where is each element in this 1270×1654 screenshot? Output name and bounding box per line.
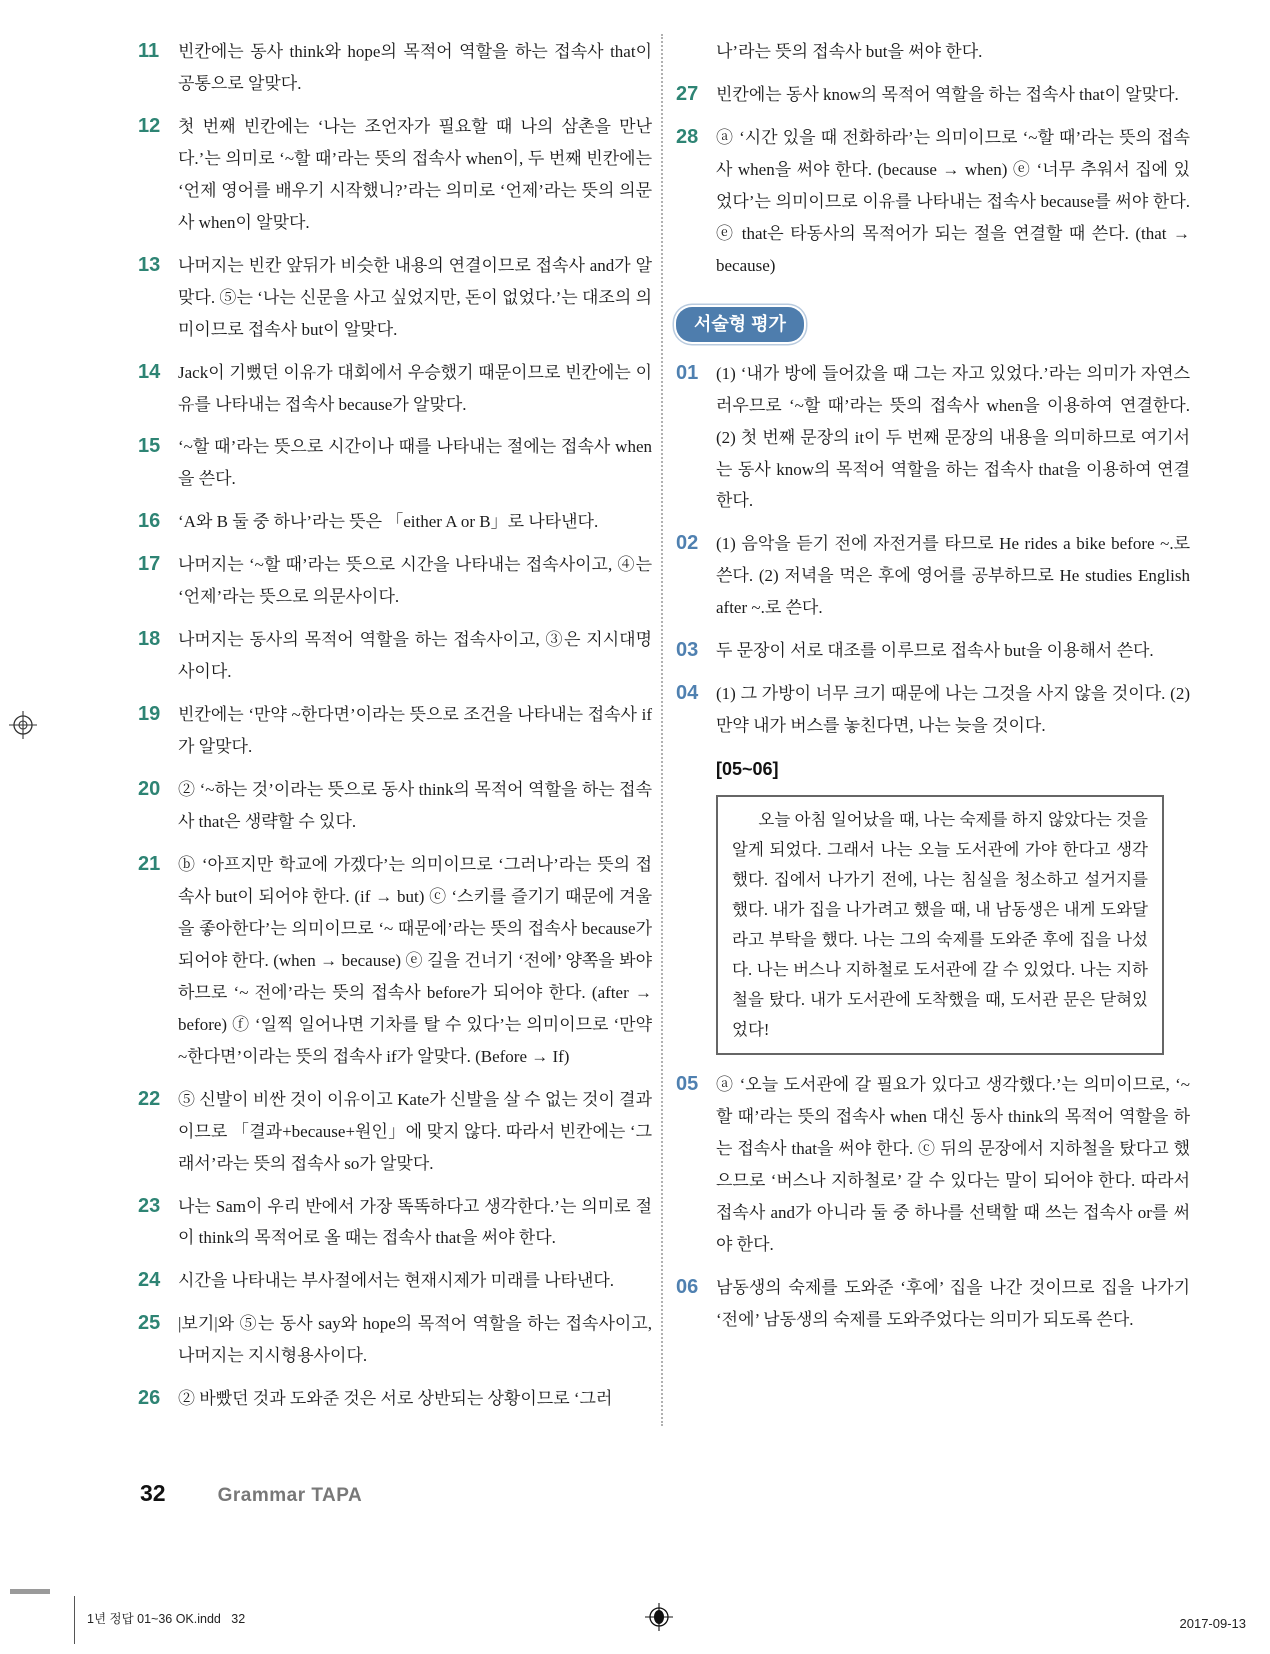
- answer-text: 빈칸에는 동사 think와 hope의 목적어 역할을 하는 접속사 that이 공통으로 알맞다.: [178, 42, 652, 93]
- answer-text: 나는 Sam이 우리 반에서 가장 똑똑하다고 생각한다.’는 의미로 절이 think의 목적어로 올 때는 접속사 that을 써야 한다.: [178, 1196, 652, 1248]
- answer-number: 15: [138, 435, 161, 458]
- answer-number: 20: [138, 778, 161, 801]
- registration-mark-icon: [8, 710, 38, 751]
- essay-answer-list-top: [676, 358, 1190, 742]
- essay-answer-number: 03: [676, 639, 699, 662]
- essay-answer-item: [676, 1272, 1190, 1336]
- answer-text: |보기|와 ⑤는 동사 say와 hope의 목적어 역할을 하는 접속사이고, 나머지는 지시형용사이다.: [178, 1314, 652, 1366]
- answer-number: 17: [138, 553, 161, 576]
- book-title: Grammar TAPA: [217, 1485, 363, 1506]
- essay-answer-text: 두 문장이 서로 대조를 이루므로 접속사 but을 이용해서 쓴다.: [716, 641, 1154, 661]
- answer-text: ‘A와 B 둘 중 하나’라는 뜻은 「either A or B」로 나타낸다.: [178, 512, 599, 532]
- answer-text: 나머지는 빈칸 앞뒤가 비슷한 내용의 연결이므로 접속사 and가 알맞다. ⑤는 ‘나는 신문을 사고 싶었지만, 돈이 없었다.’는 대조의 의미이므로 접속사 but이 알맞다.: [178, 255, 652, 339]
- essay-section-badge: 서술형 평가: [676, 307, 804, 342]
- answer-number: 25: [138, 1312, 161, 1335]
- answer-text: ⓐ ‘시간 있을 때 전화하라’는 의미이므로 ‘~할 때’라는 뜻의 접속사 when을 써야 한다. (because → when) ⓔ ‘너무 추워서 집에 있었다’는 의미이므로 이유를 나타내는 접속사 because를 써야 한다. ⓔ that은 타동사의 목적어가 되는 절을 연결할 때 쓴다. (that → because): [716, 127, 1190, 275]
- answer-number: 14: [138, 360, 161, 383]
- answer-text: 첫 번째 빈칸에는 ‘나는 조언자가 필요할 때 나의 삼촌을 만난다.’는 의미로 ‘~할 때’라는 뜻의 접속사 when이, 두 번째 빈칸에는 ‘언제 영어를 배우기 시작했니?’라는 의미로 ‘언제’라는 뜻의 의문사 when이 알맞다.: [178, 116, 652, 232]
- essay-answer-list-bottom: [676, 1069, 1190, 1336]
- answer-text: 나머지는 ‘~할 때’라는 뜻으로 시간을 나타내는 접속사이고, ④는 ‘언제’라는 뜻으로 의문사이다.: [178, 555, 652, 607]
- answer-item: [138, 699, 652, 763]
- answer-item: [138, 357, 652, 421]
- answer-number: 11: [138, 40, 160, 62]
- answer-text: ② 바빴던 것과 도와준 것은 서로 상반되는 상황이므로 ‘그러: [178, 1389, 613, 1409]
- essay-answer-text: (1) ‘내가 방에 들어갔을 때 그는 자고 있었다.’라는 의미가 자연스러우므로 ‘~할 때’라는 뜻의 접속사 when을 이용하여 연결한다. (2) 첫 번째 문장의 it이 두 번째 문장의 내용을 의미하므로 여기서는 동사 know의 목적어 역할을 하는 접속사 that을 이용하여 연결한다.: [716, 363, 1190, 511]
- answer-item: [676, 79, 1190, 111]
- answer-text: ‘~할 때’라는 뜻으로 시간이나 때를 나타내는 절에는 접속사 when을 쓴다.: [178, 437, 652, 489]
- answer-number: 13: [138, 253, 161, 276]
- answer-text: 빈칸에는 동사 know의 목적어 역할을 하는 접속사 that이 알맞다.: [716, 84, 1179, 104]
- left-column: [138, 36, 652, 1426]
- answer-item: [138, 250, 652, 346]
- essay-answer-item: [676, 528, 1190, 624]
- essay-answer-number: 01: [676, 361, 699, 384]
- answer-number: 23: [138, 1194, 161, 1217]
- essay-answer-text: ⓐ ‘오늘 도서관에 갈 필요가 있다고 생각했다.’는 의미이므로, ‘~할 때’라는 뜻의 접속사 when 대신 동사 think의 목적어 역할을 하는 접속사 that을 써야 한다. ⓒ 뒤의 문장에서 지하철을 탔다고 했으므로 ‘버스나 지하철로’ 갈 수 있다는 말이 되어야 한다. 따라서 접속사 and가 아니라 둘 중 하나를 선택할 때 쓰는 접속사 or를 써야 한다.: [716, 1075, 1190, 1254]
- essay-answer-item: [676, 678, 1190, 742]
- answer-text: ⑤ 신발이 비싼 것이 이유이고 Kate가 신발을 살 수 없는 것이 결과이므로 「결과+because+원인」에 맞지 않다. 따라서 빈칸에는 ‘그래서’라는 뜻의 접속사 so가 알맞다.: [178, 1089, 652, 1173]
- essay-answer-text: (1) 그 가방이 너무 크기 때문에 나는 그것을 사지 않을 것이다. (2) 만약 내가 버스를 놓친다면, 나는 늦을 것이다.: [716, 684, 1190, 736]
- answer-number: 16: [138, 510, 161, 533]
- crop-mark-dash: [10, 1589, 50, 1594]
- answer-item: [138, 111, 652, 239]
- answer-item: [676, 122, 1190, 282]
- essay-answer-item: [676, 635, 1190, 667]
- answer-item: [138, 431, 652, 495]
- answer-number: 28: [676, 125, 699, 148]
- registration-mark-icon: [644, 1602, 674, 1643]
- answer-item: [138, 1265, 652, 1297]
- answer-text: Jack이 기뻤던 이유가 대회에서 우승했기 때문이므로 빈칸에는 이유를 나타내는 접속사 because가 알맞다.: [178, 362, 652, 414]
- answer-number: 24: [138, 1269, 161, 1292]
- answer-item: [138, 549, 652, 613]
- answer-item: [138, 1191, 652, 1255]
- answer-text-continuation: 나’라는 뜻의 접속사 but을 써야 한다.: [716, 42, 983, 61]
- essay-section: [676, 293, 1190, 1336]
- answer-item: [138, 506, 652, 538]
- answer-number: 12: [138, 114, 161, 137]
- essay-answer-number: 02: [676, 532, 699, 555]
- answer-item: [138, 849, 652, 1073]
- essay-answer-item: [676, 1069, 1190, 1261]
- right-answer-list: [676, 79, 1190, 282]
- answer-number: 27: [676, 82, 699, 105]
- page-footer: [140, 1472, 362, 1515]
- essay-answer-text: 남동생의 숙제를 도와준 ‘후에’ 집을 나간 것이므로 집을 나가기 ‘전에’ 남동생의 숙제를 도와주었다는 의미가 되도록 쓴다.: [716, 1277, 1190, 1329]
- essay-answer-number: 05: [676, 1073, 699, 1096]
- page-number: 32: [140, 1480, 166, 1506]
- answer-item: [138, 1308, 652, 1372]
- essay-answer-text: (1) 음악을 듣기 전에 자전거를 타므로 He rides a bike before ~.로 쓴다. (2) 저녁을 먹은 후에 영어를 공부하므로 He studies English after ~.로 쓴다.: [716, 534, 1190, 618]
- answer-text: 빈칸에는 ‘만약 ~한다면’이라는 뜻으로 조건을 나타내는 접속사 if가 알맞다.: [178, 705, 652, 757]
- passage-text: 오늘 아침 일어났을 때, 나는 숙제를 하지 않았다는 것을 알게 되었다. 그래서 나는 오늘 도서관에 가야 한다고 생각했다. 집에서 나가기 전에, 나는 침실을 청소하고 설거지를 했다. 내가 집을 나가려고 했을 때, 내 남동생은 내게 도와달라고 부탁을 했다. 나는 그의 숙제를 도와준 후에 집을 나섰다. 나는 버스나 지하철로 도서관에 갈 수 있었다. 나는 지하철을 탔다. 내가 도서관에 도착했을 때, 도서관 문은 닫혀있었다!: [732, 809, 1148, 1040]
- answer-item: [138, 1084, 652, 1180]
- passage-box: [716, 795, 1164, 1055]
- passage-range-label: [05~06]: [716, 759, 779, 780]
- print-file-info: 1년 정답 01~36 OK.indd 32: [74, 1596, 245, 1644]
- answer-text: 나머지는 동사의 목적어 역할을 하는 접속사이고, ③은 지시대명사이다.: [178, 630, 652, 682]
- answer-text: ② ‘~하는 것’이라는 뜻으로 동사 think의 목적어 역할을 하는 접속사 that은 생략할 수 있다.: [178, 780, 652, 832]
- column-divider: [661, 34, 663, 1426]
- answer-item: [138, 36, 652, 100]
- essay-answer-number: 04: [676, 682, 699, 705]
- answer-number: 18: [138, 628, 161, 651]
- answer-number: 21: [138, 852, 161, 875]
- answer-text: 시간을 나타내는 부사절에서는 현재시제가 미래를 나타낸다.: [178, 1271, 615, 1291]
- answer-item: [138, 1383, 652, 1415]
- essay-answer-item: [676, 358, 1190, 518]
- essay-answer-number: 06: [676, 1275, 699, 1298]
- right-column: [676, 36, 1190, 1347]
- answer-number: 19: [138, 703, 161, 726]
- answer-text: ⓑ ‘아프지만 학교에 가겠다’는 의미이므로 ‘그러나’라는 뜻의 접속사 but이 되어야 한다. (if → but) ⓒ ‘스키를 즐기기 때문에 겨울을 좋아한다’는 의미이므로 ‘~ 때문에’라는 뜻의 접속사 because가 되어야 한다. (when → because) ⓔ 길을 건너기 ‘전에’ 양쪽을 봐야 하므로 ‘~ 전에’라는 뜻의 접속사 before가 되어야 한다. (after → before) ⓕ ‘일찍 일어나면 기차를 탈 수 있다’는 의미이므로 ‘만약 ~한다면’이라는 뜻의 접속사 if가 알맞다. (Before → If): [178, 854, 652, 1066]
- print-date: 2017-09-13: [1179, 1616, 1246, 1631]
- answer-number: 22: [138, 1087, 161, 1110]
- answer-item: [138, 624, 652, 688]
- answer-number: 26: [138, 1387, 161, 1410]
- answer-item: [138, 774, 652, 838]
